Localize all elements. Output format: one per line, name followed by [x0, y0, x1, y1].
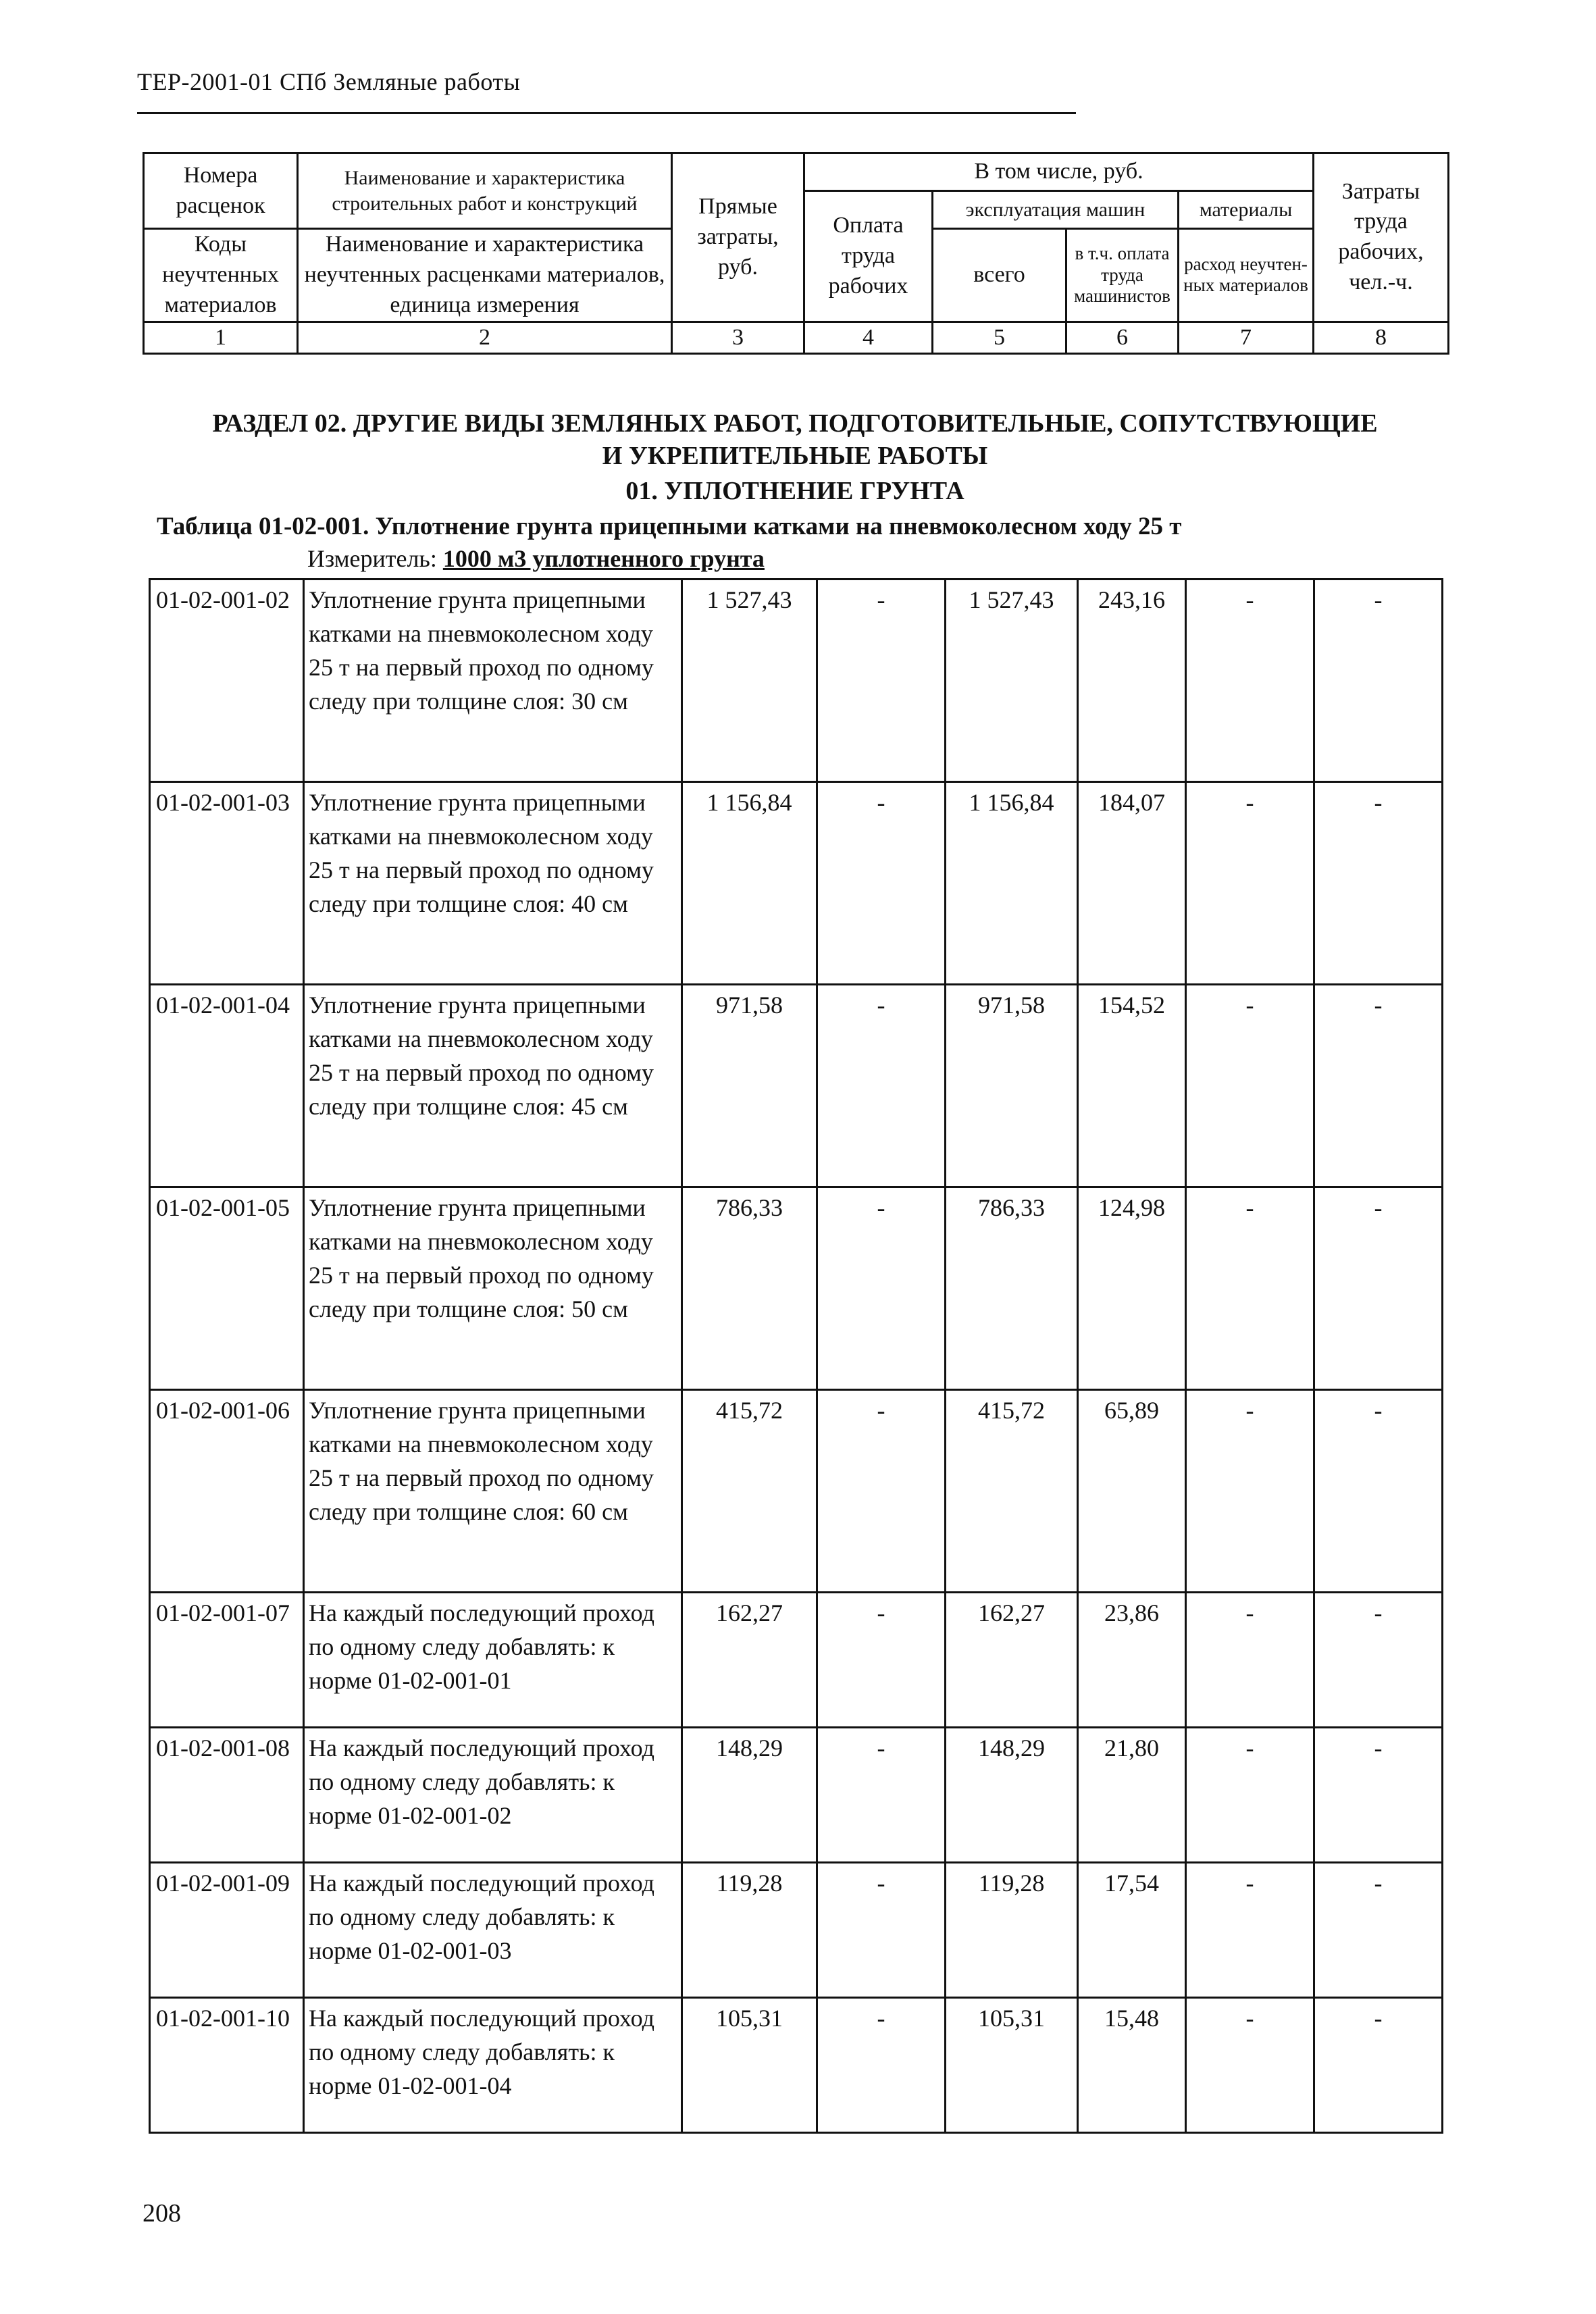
section-title-line2: И УКРЕПИТЕЛЬНЫЕ РАБОТЫ — [602, 442, 988, 470]
table-row — [150, 1390, 1443, 1593]
labor-pay-cell: - — [817, 1728, 946, 1863]
measure-label: Измеритель: — [307, 545, 437, 572]
machine-operation-total-cell: 162,27 — [946, 1593, 1078, 1728]
labor-hours-cell: - — [1314, 985, 1443, 1187]
rate-name-cell: На каждый последующий проход по одному следу добавлять: к норме 01-02-001-02 — [304, 1728, 682, 1863]
machine-operation-total-cell: 119,28 — [946, 1863, 1078, 1998]
rate-code-cell: 01-02-001-03 — [150, 782, 304, 985]
materials-consumption-cell: - — [1186, 782, 1314, 985]
rate-name-cell: Уплотнение грунта прицепными катками на пневмоколесном ходу 25 т на первый проход по одному следу при толщине слоя: 30 см — [304, 580, 682, 782]
header-machine-total: всего — [933, 229, 1066, 322]
machine-operation-total-cell: 1 156,84 — [946, 782, 1078, 985]
labor-hours-cell: - — [1314, 782, 1443, 985]
direct-costs-cell: 1 527,43 — [682, 580, 817, 782]
table-row — [150, 1187, 1443, 1390]
labor-pay-cell: - — [817, 1593, 946, 1728]
table-row — [150, 1998, 1443, 2133]
labor-pay-cell: - — [817, 782, 946, 985]
measure-line — [307, 544, 765, 573]
header-labor-pay: Оплата труда рабочих — [804, 191, 933, 322]
running-title: ТЕР-2001-01 СПб Земляные работы — [137, 68, 521, 95]
header-machinist-pay: в т.ч. оплата труда машинистов — [1066, 229, 1179, 322]
column-number: 2 — [298, 322, 672, 353]
machine-operation-total-cell: 105,31 — [946, 1998, 1078, 2133]
rate-code-cell: 01-02-001-09 — [150, 1863, 304, 1998]
direct-costs-cell: 1 156,84 — [682, 782, 817, 985]
materials-consumption-cell: - — [1186, 1593, 1314, 1728]
column-number: 4 — [804, 322, 933, 353]
labor-pay-cell: - — [817, 985, 946, 1187]
machinist-pay-cell: 17,54 — [1078, 1863, 1186, 1998]
direct-costs-cell: 119,28 — [682, 1863, 817, 1998]
machine-operation-total-cell: 786,33 — [946, 1187, 1078, 1390]
header-rule — [137, 112, 1076, 114]
labor-hours-cell: - — [1314, 1863, 1443, 1998]
column-number: 6 — [1066, 322, 1179, 353]
column-numbers-row — [144, 322, 1449, 353]
measure-value: 1000 м3 уплотненного грунта — [442, 545, 765, 572]
rate-name-cell: Уплотнение грунта прицепными катками на пневмоколесном ходу 25 т на первый проход по одному следу при толщине слоя: 45 см — [304, 985, 682, 1187]
materials-consumption-cell: - — [1186, 1728, 1314, 1863]
materials-consumption-cell: - — [1186, 1390, 1314, 1593]
machinist-pay-cell: 65,89 — [1078, 1390, 1186, 1593]
rates-table — [149, 578, 1443, 2134]
materials-consumption-cell: - — [1186, 580, 1314, 782]
table-row — [150, 1863, 1443, 1998]
page-number: 208 — [143, 2199, 181, 2228]
machine-operation-total-cell: 148,29 — [946, 1728, 1078, 1863]
direct-costs-cell: 148,29 — [682, 1728, 817, 1863]
table-row — [150, 1593, 1443, 1728]
rate-code-cell: 01-02-001-05 — [150, 1187, 304, 1390]
materials-consumption-cell: - — [1186, 1187, 1314, 1390]
machine-operation-total-cell: 971,58 — [946, 985, 1078, 1187]
rate-name-cell: На каждый последующий проход по одному следу добавлять: к норме 01-02-001-04 — [304, 1998, 682, 2133]
table-caption: Таблица 01-02-001. Уплотнение грунта прицепными катками на пневмоколесном ходу 25 т — [157, 513, 1182, 540]
column-header-table — [143, 152, 1449, 355]
direct-costs-cell: 415,72 — [682, 1390, 817, 1593]
column-number: 5 — [933, 322, 1066, 353]
header-labor-costs: Затраты труда рабочих, чел.-ч. — [1314, 153, 1449, 322]
rate-name-cell: Уплотнение грунта прицепными катками на пневмоколесном ходу 25 т на первый проход по одному следу при толщине слоя: 60 см — [304, 1390, 682, 1593]
machinist-pay-cell: 124,98 — [1078, 1187, 1186, 1390]
rate-code-cell: 01-02-001-10 — [150, 1998, 304, 2133]
header-materials: материалы — [1179, 191, 1314, 229]
direct-costs-cell: 105,31 — [682, 1998, 817, 2133]
rate-code-cell: 01-02-001-06 — [150, 1390, 304, 1593]
section-title-line1: РАЗДЕЛ 02. ДРУГИЕ ВИДЫ ЗЕМЛЯНЫХ РАБОТ, ПОДГОТОВИТЕЛЬНЫЕ, СОПУТСТВУЮЩИЕ — [212, 409, 1378, 438]
materials-consumption-cell: - — [1186, 985, 1314, 1187]
subsection-title: 01. УПЛОТНЕНИЕ ГРУНТА — [625, 477, 964, 505]
machinist-pay-cell: 154,52 — [1078, 985, 1186, 1187]
labor-hours-cell: - — [1314, 1390, 1443, 1593]
machinist-pay-cell: 15,48 — [1078, 1998, 1186, 2133]
labor-hours-cell: - — [1314, 1998, 1443, 2133]
labor-hours-cell: - — [1314, 580, 1443, 782]
column-number: 8 — [1314, 322, 1449, 353]
header-materials-consumption: расход неучтен-ных материалов — [1179, 229, 1314, 322]
machine-operation-total-cell: 415,72 — [946, 1390, 1078, 1593]
machinist-pay-cell: 184,07 — [1078, 782, 1186, 985]
machinist-pay-cell: 23,86 — [1078, 1593, 1186, 1728]
table-row — [150, 782, 1443, 985]
rate-name-cell: На каждый последующий проход по одному следу добавлять: к норме 01-02-001-03 — [304, 1863, 682, 1998]
rate-name-cell: На каждый последующий проход по одному следу добавлять: к норме 01-02-001-01 — [304, 1593, 682, 1728]
header-codes-top: Номера расценок — [144, 153, 298, 229]
header-name-bottom: Наименование и характеристика неучтенных расценками материалов, единица измерения — [298, 229, 672, 322]
materials-consumption-cell: - — [1186, 1863, 1314, 1998]
machinist-pay-cell: 243,16 — [1078, 580, 1186, 782]
machinist-pay-cell: 21,80 — [1078, 1728, 1186, 1863]
direct-costs-cell: 971,58 — [682, 985, 817, 1187]
table-row — [150, 985, 1443, 1187]
labor-pay-cell: - — [817, 1863, 946, 1998]
header-machine-operation: эксплуатация машин — [933, 191, 1179, 229]
header-including: В том числе, руб. — [804, 153, 1314, 191]
machine-operation-total-cell: 1 527,43 — [946, 580, 1078, 782]
direct-costs-cell: 162,27 — [682, 1593, 817, 1728]
labor-pay-cell: - — [817, 1187, 946, 1390]
labor-pay-cell: - — [817, 1390, 946, 1593]
header-direct-costs: Прямые затраты, руб. — [672, 153, 804, 322]
table-row — [150, 1728, 1443, 1863]
column-number: 7 — [1179, 322, 1314, 353]
labor-hours-cell: - — [1314, 1187, 1443, 1390]
rate-name-cell: Уплотнение грунта прицепными катками на пневмоколесном ходу 25 т на первый проход по одному следу при толщине слоя: 50 см — [304, 1187, 682, 1390]
rate-code-cell: 01-02-001-07 — [150, 1593, 304, 1728]
rate-code-cell: 01-02-001-08 — [150, 1728, 304, 1863]
labor-hours-cell: - — [1314, 1728, 1443, 1863]
column-number: 1 — [144, 322, 298, 353]
labor-pay-cell: - — [817, 1998, 946, 2133]
labor-pay-cell: - — [817, 580, 946, 782]
column-number: 3 — [672, 322, 804, 353]
rate-name-cell: Уплотнение грунта прицепными катками на пневмоколесном ходу 25 т на первый проход по одному следу при толщине слоя: 40 см — [304, 782, 682, 985]
header-codes-bottom: Коды неучтенных материалов — [144, 229, 298, 322]
materials-consumption-cell: - — [1186, 1998, 1314, 2133]
labor-hours-cell: - — [1314, 1593, 1443, 1728]
rate-code-cell: 01-02-001-04 — [150, 985, 304, 1187]
header-name-top: Наименование и характеристика строительных работ и конструкций — [298, 153, 672, 229]
table-row — [150, 580, 1443, 782]
direct-costs-cell: 786,33 — [682, 1187, 817, 1390]
rate-code-cell: 01-02-001-02 — [150, 580, 304, 782]
